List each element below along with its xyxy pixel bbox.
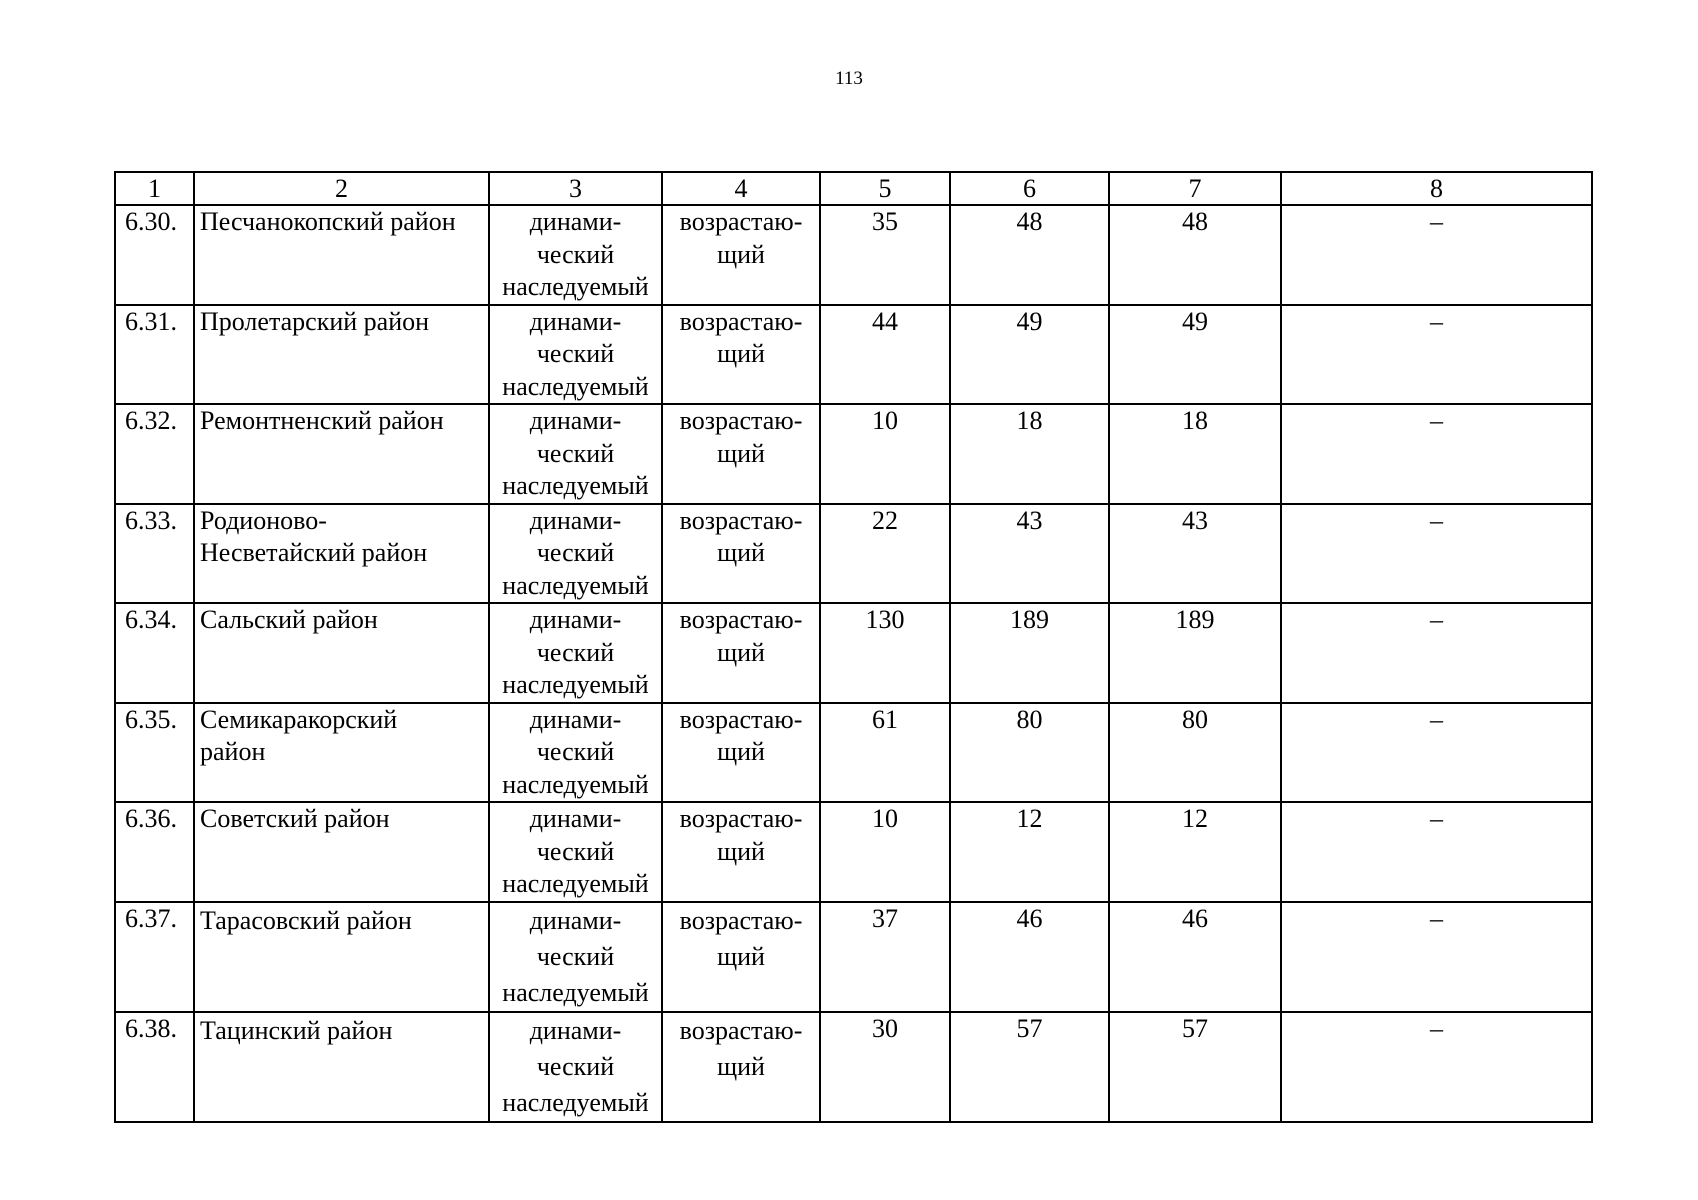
value-cell-col8: – (1281, 305, 1592, 405)
district-name-line: Семикаракорский (200, 704, 398, 734)
trend-line: щий (717, 239, 765, 269)
table-row (115, 802, 1592, 902)
district-name-line: район (200, 737, 266, 766)
value-cell-col6: 189 (950, 603, 1109, 703)
trend-line: щий (717, 941, 765, 971)
type-line: динами- (529, 505, 622, 535)
value-cell-col5: 30 (820, 1012, 950, 1122)
district-name-line: Советский район (200, 804, 390, 833)
district-name-line: Пролетарский район (200, 306, 430, 336)
type-line: динами- (529, 306, 622, 336)
type-line: динами- (529, 605, 622, 634)
row-number-cell: 6.30. (115, 205, 194, 305)
row-number-cell: 6.33. (115, 504, 194, 604)
trend-line: возрастаю- (679, 905, 803, 935)
value-cell-col7: 18 (1109, 404, 1281, 504)
type-line: наследуемый (502, 272, 649, 301)
table-row (115, 305, 1592, 405)
type-cell (489, 603, 662, 703)
district-name-line: Родионово- (200, 505, 327, 535)
type-line: динами- (529, 905, 622, 935)
type-line: динами- (529, 406, 622, 435)
trend-cell (662, 902, 820, 1012)
type-line: ческий (536, 836, 615, 866)
value-cell-col5: 44 (820, 305, 950, 405)
type-line: ческий (536, 1051, 615, 1081)
value-cell-col8: – (1281, 603, 1592, 703)
type-line: наследуемый (502, 371, 649, 401)
type-line: наследуемый (502, 670, 649, 699)
type-line: ческий (536, 538, 615, 567)
row-number-cell: 6.31. (115, 305, 194, 405)
type-line: наследуемый (502, 570, 649, 600)
row-number-cell: 6.32. (115, 404, 194, 504)
trend-cell (662, 703, 820, 803)
value-cell-col6: 49 (950, 305, 1109, 405)
trend-line: щий (717, 1051, 765, 1081)
value-cell-col6: 18 (950, 404, 1109, 504)
value-cell-col8: – (1281, 404, 1592, 504)
type-line: ческий (536, 737, 615, 766)
district-name-cell (194, 305, 489, 405)
table-row (115, 1012, 1592, 1122)
value-cell-col6: 46 (950, 902, 1109, 1012)
district-name-line: Тацинский район (200, 1015, 393, 1045)
table-row (115, 902, 1592, 1012)
page-number: 113 (835, 68, 863, 89)
header-cell-3: 3 (489, 172, 662, 205)
trend-line: щий (717, 538, 765, 567)
value-cell-col6: 57 (950, 1012, 1109, 1122)
type-cell (489, 1012, 662, 1122)
row-number-cell: 6.35. (115, 703, 194, 803)
trend-line: возрастаю- (679, 505, 803, 535)
trend-cell (662, 802, 820, 902)
value-cell-col6: 43 (950, 504, 1109, 604)
type-line: динами- (529, 804, 622, 833)
table-row (115, 703, 1592, 803)
value-cell-col5: 22 (820, 504, 950, 604)
value-cell-col6: 12 (950, 802, 1109, 902)
trend-line: щий (717, 836, 765, 866)
value-cell-col7: 189 (1109, 603, 1281, 703)
header-row (115, 172, 1592, 205)
type-line: ческий (536, 941, 615, 971)
district-name-cell (194, 902, 489, 1012)
table-row (115, 205, 1592, 305)
district-name-cell (194, 1012, 489, 1122)
trend-line: щий (717, 737, 765, 766)
table-row (115, 603, 1592, 703)
value-cell-col8: – (1281, 1012, 1592, 1122)
header-cell-1: 1 (115, 172, 194, 205)
value-cell-col7: 43 (1109, 504, 1281, 604)
header-cell-2: 2 (194, 172, 489, 205)
trend-line: щий (717, 637, 765, 667)
table-body (115, 172, 1592, 1122)
value-cell-col5: 61 (820, 703, 950, 803)
district-name-line: Песчанокопский район (200, 207, 456, 236)
value-cell-col5: 35 (820, 205, 950, 305)
type-cell (489, 902, 662, 1012)
district-name-line: Тарасовский район (200, 905, 412, 935)
value-cell-col7: 80 (1109, 703, 1281, 803)
trend-line: возрастаю- (679, 704, 803, 734)
value-cell-col7: 49 (1109, 305, 1281, 405)
trend-line: возрастаю- (679, 804, 803, 833)
row-number-cell: 6.38. (115, 1012, 194, 1122)
type-line: динами- (529, 704, 622, 734)
type-cell (489, 305, 662, 405)
trend-line: щий (717, 438, 765, 468)
value-cell-col7: 57 (1109, 1012, 1281, 1122)
table-row (115, 404, 1592, 504)
value-cell-col7: 12 (1109, 802, 1281, 902)
trend-cell (662, 1012, 820, 1122)
type-cell (489, 802, 662, 902)
type-line: наследуемый (502, 977, 649, 1007)
type-line: ческий (536, 239, 615, 269)
trend-cell (662, 205, 820, 305)
district-name-cell (194, 205, 489, 305)
value-cell-col6: 48 (950, 205, 1109, 305)
value-cell-col8: – (1281, 902, 1592, 1012)
value-cell-col8: – (1281, 504, 1592, 604)
district-name-cell (194, 504, 489, 604)
trend-line: возрастаю- (679, 207, 803, 236)
header-cell-8: 8 (1281, 172, 1592, 205)
trend-cell (662, 404, 820, 504)
type-line: ческий (536, 438, 615, 468)
trend-line: возрастаю- (679, 605, 803, 634)
data-table (114, 171, 1593, 1123)
value-cell-col6: 80 (950, 703, 1109, 803)
type-line: динами- (529, 1015, 622, 1045)
district-name-cell (194, 703, 489, 803)
row-number-cell: 6.36. (115, 802, 194, 902)
value-cell-col8: – (1281, 205, 1592, 305)
value-cell-col8: – (1281, 703, 1592, 803)
type-line: наследуемый (502, 769, 649, 799)
value-cell-col5: 130 (820, 603, 950, 703)
type-line: ческий (536, 339, 615, 368)
district-name-cell (194, 603, 489, 703)
district-name-line: Несветайский район (200, 538, 428, 567)
type-line: наследуемый (502, 1087, 649, 1117)
header-cell-5: 5 (820, 172, 950, 205)
type-cell (489, 404, 662, 504)
header-cell-7: 7 (1109, 172, 1281, 205)
trend-cell (662, 504, 820, 604)
trend-line: щий (717, 339, 765, 368)
value-cell-col8: – (1281, 802, 1592, 902)
header-cell-6: 6 (950, 172, 1109, 205)
type-line: наследуемый (502, 869, 649, 898)
value-cell-col5: 37 (820, 902, 950, 1012)
trend-line: возрастаю- (679, 306, 803, 336)
type-cell (489, 504, 662, 604)
type-cell (489, 205, 662, 305)
table-row (115, 504, 1592, 604)
trend-line: возрастаю- (679, 406, 803, 435)
value-cell-col7: 46 (1109, 902, 1281, 1012)
type-cell (489, 703, 662, 803)
header-cell-4: 4 (662, 172, 820, 205)
row-number-cell: 6.37. (115, 902, 194, 1012)
district-name-cell (194, 802, 489, 902)
trend-line: возрастаю- (679, 1015, 803, 1045)
type-line: ческий (536, 637, 615, 667)
value-cell-col5: 10 (820, 404, 950, 504)
value-cell-col5: 10 (820, 802, 950, 902)
district-name-line: Ремонтненский район (200, 406, 444, 435)
type-line: динами- (529, 207, 622, 236)
trend-cell (662, 305, 820, 405)
value-cell-col7: 48 (1109, 205, 1281, 305)
row-number-cell: 6.34. (115, 603, 194, 703)
trend-cell (662, 603, 820, 703)
type-line: наследуемый (502, 471, 649, 500)
district-name-line: Сальский район (200, 605, 378, 634)
district-name-cell (194, 404, 489, 504)
